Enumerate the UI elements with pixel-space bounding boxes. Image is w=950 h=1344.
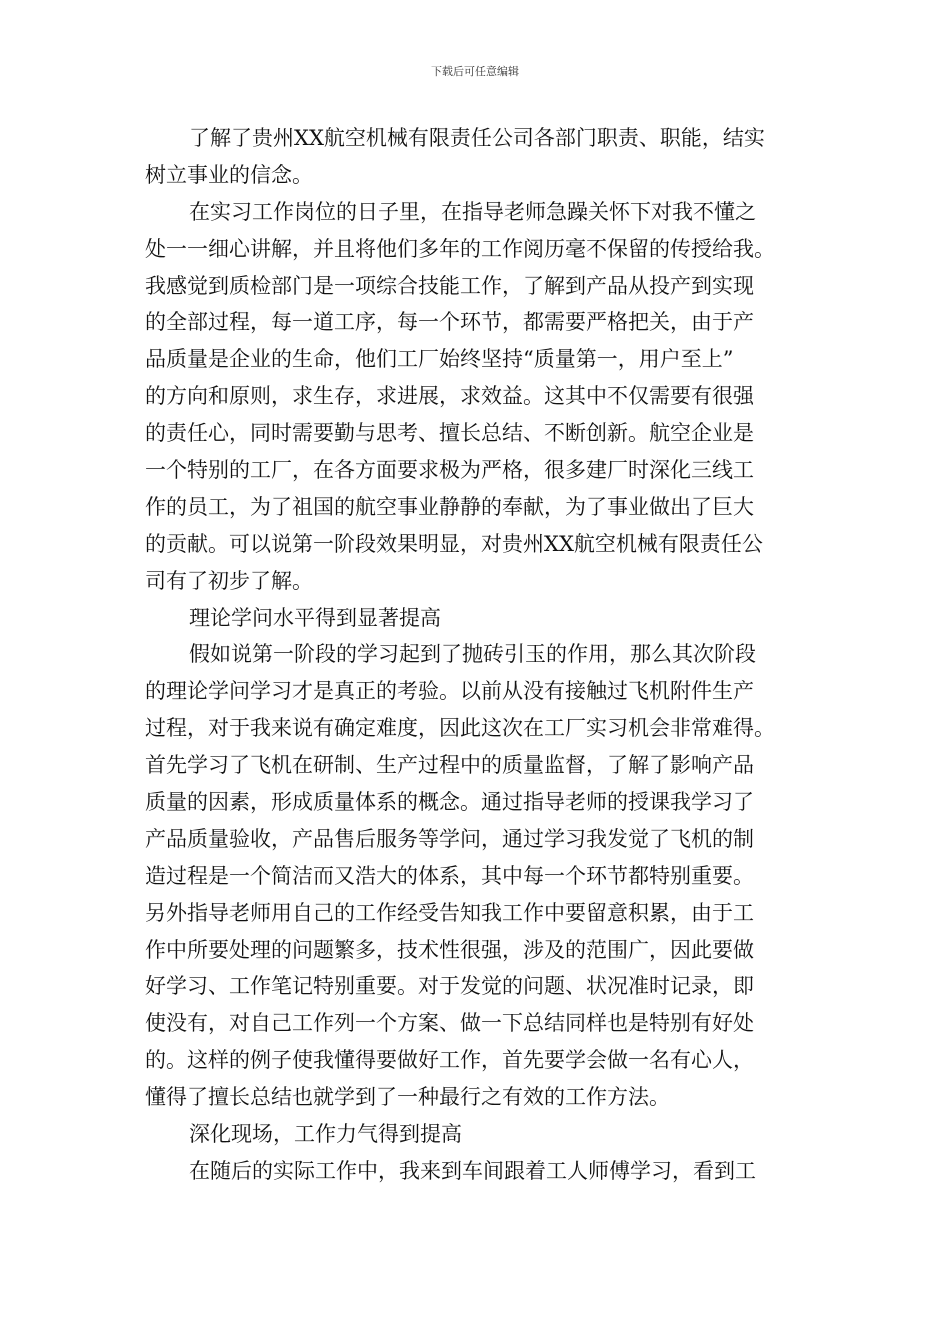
text-line: 过程，对于我来说有确定难度，因此这次在工厂实习机会非常难得。 (145, 716, 775, 741)
text-line: 质量的因素，形成质量体系的概念。通过指导老师的授课我学习了 (145, 790, 754, 815)
text-line: 懂得了擅长总结也就学到了一种最行之有效的工作方法。 (145, 1085, 670, 1110)
text-line: 使没有，对自己工作列一个方案、做一下总结同样也是特别有好处 (145, 1011, 754, 1036)
text-line: 的贡献。可以说第一阶段效果明显，对贵州XX航空机械有限责任公 (145, 531, 763, 556)
text-line: 理论学问水平得到显著提高 (189, 605, 441, 630)
text-line: 我感觉到质检部门是一项综合技能工作，了解到产品从投产到实现 (145, 273, 754, 298)
text-line: 的方向和原则，求生存，求进展，求效益。这其中不仅需要有很强 (145, 384, 754, 409)
document-body (145, 120, 815, 1190)
text-line: 了解了贵州XX航空机械有限责任公司各部门职责、职能，结实 (189, 126, 765, 150)
text-line: 造过程是一个简洁而又浩大的体系，其中每一个环节都特别重要。 (145, 863, 754, 888)
text-line: 树立事业的信念。 (145, 162, 313, 187)
text-line: 深化现场，工作力气得到提高 (189, 1122, 462, 1147)
text-line: 的全部过程，每一道工序，每一个环节，都需要严格把关，由于产 (145, 310, 754, 335)
text-line: 处一一细心讲解，并且将他们多年的工作阅历毫不保留的传授给我。 (145, 236, 775, 261)
text-line: 好学习、工作笔记特别重要。对于发觉的问题、状况准时记录，即 (145, 974, 754, 999)
text-line: 假如说第一阶段的学习起到了抛砖引玉的作用，那么其次阶段 (189, 642, 756, 667)
page-header-note: 下载后可任意编辑 (431, 65, 519, 78)
text-line: 在随后的实际工作中，我来到车间跟着工人师傅学习，看到工 (189, 1158, 756, 1183)
text-line: 的。这样的例子使我懂得要做好工作，首先要学会做一名有心人， (145, 1048, 754, 1073)
text-line: 的责任心，同时需要勤与思考、擅长总结、不断创新。航空企业是 (145, 421, 754, 446)
text-line: 在实习工作岗位的日子里，在指导老师急躁关怀下对我不懂之 (189, 199, 756, 224)
text-line: 一个特别的工厂，在各方面要求极为严格，很多建厂时深化三线工 (145, 458, 754, 483)
text-line: 作的员工，为了祖国的航空事业静静的奉献，为了事业做出了巨大 (145, 494, 754, 519)
text-line: 作中所要处理的问题繁多，技术性很强，涉及的范围广，因此要做 (145, 937, 754, 962)
text-line: 另外指导老师用自己的工作经受告知我工作中要留意积累，由于工 (145, 900, 754, 925)
text-line: 司有了初步了解。 (145, 568, 313, 593)
text-line: 产品质量验收，产品售后服务等学问，通过学习我发觉了飞机的制 (145, 826, 754, 851)
text-line: 的理论学问学习才是真正的考验。以前从没有接触过飞机附件生产 (145, 679, 754, 704)
text-line: 首先学习了飞机在研制、生产过程中的质量监督，了解了影响产品 (145, 753, 754, 778)
text-line: 品质量是企业的生命，他们工厂始终坚持“质量第一，用户至上” (145, 347, 734, 372)
